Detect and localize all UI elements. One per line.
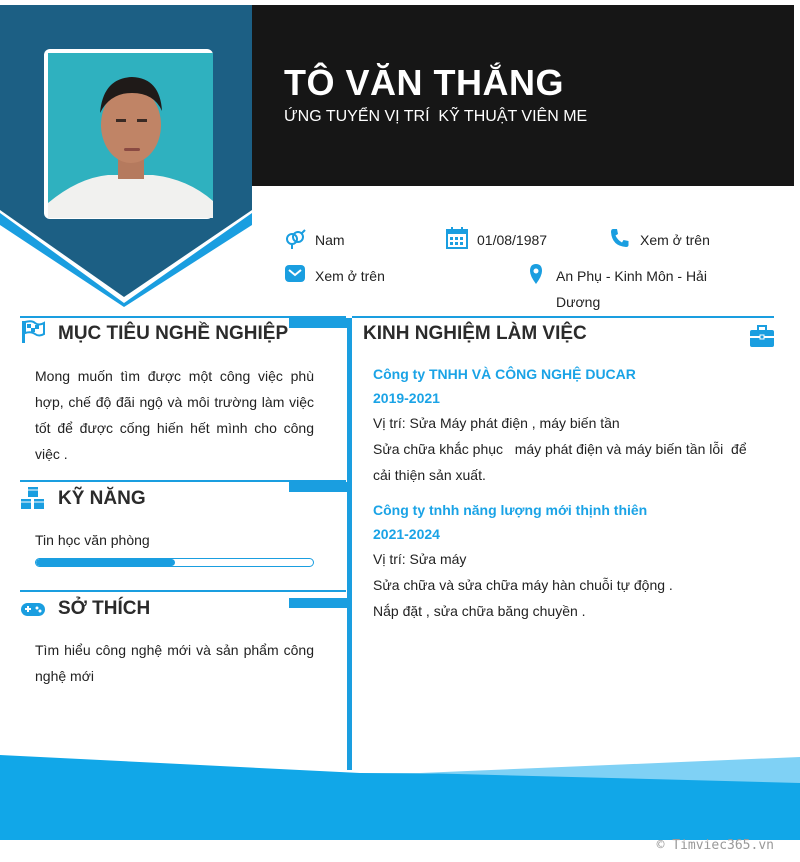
birthday-value: 01/08/1987 — [477, 232, 548, 248]
cubes-icon — [20, 486, 46, 512]
skill-name: Tin học văn phòng — [35, 532, 150, 548]
objective-tab — [289, 318, 347, 328]
map-pin-icon — [525, 263, 547, 285]
birthday-item — [446, 227, 547, 253]
address-item — [525, 263, 707, 315]
hobbies-tab — [289, 598, 347, 608]
hobbies-line — [20, 590, 346, 592]
job-2-desc-2: Nắp đặt , sửa chữa băng chuyền . — [373, 603, 586, 619]
skills-title: KỸ NĂNG — [58, 488, 146, 509]
email-value: Xem ở trên — [315, 268, 385, 284]
gamepad-icon — [20, 596, 46, 622]
briefcase-icon — [749, 323, 775, 349]
phone-item — [609, 227, 710, 253]
job-1-role: Vị trí: Sửa Máy phát điện , máy biến tần — [373, 415, 620, 431]
skill-progress-fill — [36, 559, 175, 566]
gender-value: Nam — [315, 232, 345, 248]
objective-title: MỤC TIÊU NGHỀ NGHIỆP — [58, 323, 289, 344]
job-1-desc-1: Sửa chữa khắc phục máy phát điện và máy biến tần lỗi để — [373, 441, 747, 457]
phone-value: Xem ở trên — [640, 232, 710, 248]
flag-icon — [20, 319, 46, 345]
email-item — [284, 263, 385, 289]
objective-text: Mong muốn tìm được một công việc phù hợp, chế độ đãi ngộ và môi trường làm việc tốt để được cống hiến hết mình cho công việc . — [35, 368, 314, 462]
job-2-desc-1: Sửa chữa và sửa chữa máy hàn chuỗi tự động . — [373, 577, 673, 593]
phone-icon — [609, 227, 631, 249]
address-line2: Dương — [556, 294, 601, 310]
envelope-icon — [284, 263, 306, 285]
calendar-icon — [446, 227, 468, 249]
skills-tab — [289, 482, 347, 492]
applied-position: ỨNG TUYỂN VỊ TRÍ KỸ THUẬT VIÊN ME — [284, 108, 588, 125]
watermark: © Timviec365.vn — [656, 838, 774, 853]
gender-icon — [284, 227, 306, 249]
job-2-role: Vị trí: Sửa máy — [373, 551, 467, 567]
footer-wave — [0, 755, 800, 840]
address-line1: An Phụ - Kinh Môn - Hải — [556, 268, 707, 284]
job-2-company: Công ty tnhh năng lượng mới thịnh thiên — [373, 502, 648, 518]
skill-progress-bar — [35, 558, 314, 567]
hobbies-title: SỞ THÍCH — [58, 598, 151, 619]
job-2-years: 2021-2024 — [373, 526, 440, 542]
column-divider — [347, 318, 352, 770]
experience-title: KINH NGHIỆM LÀM VIỆC — [363, 323, 587, 344]
job-1-desc-2: cải thiện sản xuất. — [373, 467, 486, 483]
job-1-years: 2019-2021 — [373, 390, 440, 406]
experience-line — [352, 316, 774, 318]
gender-item — [284, 227, 345, 253]
profile-photo — [48, 53, 213, 218]
job-1-company: Công ty TNHH VÀ CÔNG NGHỆ DUCAR — [373, 366, 636, 382]
hobbies-text: Tìm hiểu công nghệ mới và sản phẩm công nghệ mới — [35, 642, 314, 684]
candidate-name: TÔ VĂN THẮNG — [284, 62, 564, 103]
